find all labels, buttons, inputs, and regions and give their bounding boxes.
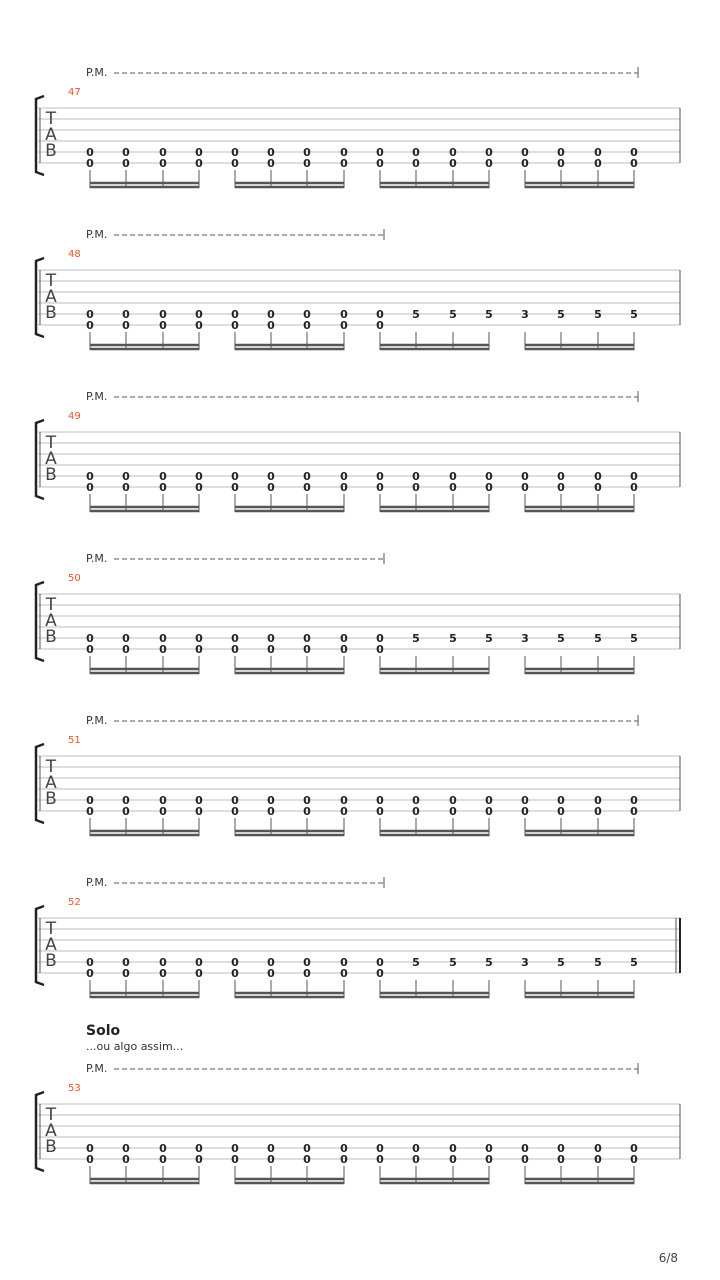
fret-number: 0 xyxy=(86,481,94,494)
fret-number: 0 xyxy=(86,632,94,645)
fret-number: 0 xyxy=(159,794,167,807)
fret-number: 0 xyxy=(557,157,565,170)
fret-number: 0 xyxy=(195,146,203,159)
fret-number: 0 xyxy=(521,481,529,494)
fret-number: 0 xyxy=(449,794,457,807)
fret-number: 0 xyxy=(159,157,167,170)
page-number: 6/8 xyxy=(658,1251,678,1265)
fret-number: 0 xyxy=(594,794,602,807)
tab-clef-letter: A xyxy=(45,449,57,469)
fret-number: 0 xyxy=(231,1142,239,1155)
system-48 xyxy=(36,228,680,350)
fret-number: 5 xyxy=(449,632,457,645)
fret-number: 0 xyxy=(594,146,602,159)
fret-number: 0 xyxy=(521,805,529,818)
fret-number: 0 xyxy=(412,1142,420,1155)
fret-number: 0 xyxy=(303,1142,311,1155)
fret-number: 0 xyxy=(449,1153,457,1166)
fret-number: 5 xyxy=(557,956,565,969)
fret-number: 0 xyxy=(86,146,94,159)
fret-number: 0 xyxy=(303,643,311,656)
fret-number: 0 xyxy=(122,632,130,645)
fret-number: 0 xyxy=(340,470,348,483)
tab-clef-letter: B xyxy=(45,951,57,971)
fret-number: 5 xyxy=(594,632,602,645)
fret-number: 0 xyxy=(449,805,457,818)
fret-number: 0 xyxy=(267,967,275,980)
fret-number: 0 xyxy=(630,470,638,483)
tab-clef-letter: A xyxy=(45,125,57,145)
fret-number: 0 xyxy=(557,146,565,159)
fret-number: 0 xyxy=(86,1142,94,1155)
tab-clef-letter: T xyxy=(45,757,57,777)
fret-number: 0 xyxy=(340,481,348,494)
section-subtitle: ...ou algo assim... xyxy=(86,1040,184,1053)
fret-number: 0 xyxy=(195,1153,203,1166)
fret-number: 0 xyxy=(303,632,311,645)
palm-mute-label: P.M. xyxy=(86,876,108,889)
fret-number: 0 xyxy=(376,794,384,807)
fret-number: 0 xyxy=(521,146,529,159)
fret-number: 0 xyxy=(86,1153,94,1166)
fret-number: 0 xyxy=(231,805,239,818)
fret-number: 0 xyxy=(485,157,493,170)
fret-number: 0 xyxy=(86,319,94,332)
fret-number: 0 xyxy=(449,481,457,494)
fret-number: 0 xyxy=(376,1142,384,1155)
measure-number: 47 xyxy=(68,87,81,98)
fret-number: 0 xyxy=(159,1142,167,1155)
fret-number: 0 xyxy=(231,967,239,980)
palm-mute-label: P.M. xyxy=(86,1062,108,1075)
fret-number: 0 xyxy=(485,794,493,807)
fret-number: 0 xyxy=(231,956,239,969)
fret-number: 5 xyxy=(449,956,457,969)
fret-number: 3 xyxy=(521,632,529,645)
fret-number: 0 xyxy=(557,1142,565,1155)
measure-number: 48 xyxy=(68,249,81,260)
tab-clef-letter: T xyxy=(45,433,57,453)
fret-number: 0 xyxy=(267,308,275,321)
tab-clef-letter: B xyxy=(45,141,57,161)
tab-clef-letter: T xyxy=(45,1105,57,1125)
fret-number: 0 xyxy=(267,956,275,969)
system-53 xyxy=(36,1023,680,1184)
fret-number: 0 xyxy=(195,481,203,494)
fret-number: 0 xyxy=(231,794,239,807)
fret-number: 0 xyxy=(267,805,275,818)
fret-number: 0 xyxy=(594,1153,602,1166)
fret-number: 0 xyxy=(340,794,348,807)
fret-number: 0 xyxy=(303,308,311,321)
fret-number: 0 xyxy=(267,146,275,159)
fret-number: 5 xyxy=(412,308,420,321)
fret-number: 0 xyxy=(376,632,384,645)
fret-number: 0 xyxy=(195,1142,203,1155)
fret-number: 0 xyxy=(630,157,638,170)
fret-number: 0 xyxy=(195,157,203,170)
fret-number: 0 xyxy=(521,470,529,483)
fret-number: 0 xyxy=(376,481,384,494)
system-50 xyxy=(36,552,680,674)
fret-number: 0 xyxy=(630,805,638,818)
tab-clef-letter: T xyxy=(45,595,57,615)
fret-number: 0 xyxy=(376,643,384,656)
fret-number: 0 xyxy=(449,1142,457,1155)
fret-number: 0 xyxy=(412,481,420,494)
fret-number: 5 xyxy=(412,632,420,645)
fret-number: 0 xyxy=(303,146,311,159)
fret-number: 0 xyxy=(485,470,493,483)
fret-number: 0 xyxy=(267,470,275,483)
fret-number: 0 xyxy=(303,967,311,980)
fret-number: 0 xyxy=(340,1153,348,1166)
fret-number: 0 xyxy=(630,146,638,159)
measure-number: 50 xyxy=(68,573,81,584)
fret-number: 0 xyxy=(340,157,348,170)
fret-number: 0 xyxy=(122,146,130,159)
tab-clef-letter: B xyxy=(45,789,57,809)
fret-number: 0 xyxy=(376,308,384,321)
fret-number: 0 xyxy=(195,643,203,656)
fret-number: 0 xyxy=(449,157,457,170)
fret-number: 0 xyxy=(303,319,311,332)
fret-number: 0 xyxy=(159,481,167,494)
measure-number: 53 xyxy=(68,1083,81,1094)
fret-number: 0 xyxy=(159,956,167,969)
fret-number: 0 xyxy=(376,157,384,170)
fret-number: 0 xyxy=(303,470,311,483)
fret-number: 5 xyxy=(485,632,493,645)
fret-number: 0 xyxy=(267,1142,275,1155)
fret-number: 5 xyxy=(630,308,638,321)
fret-number: 0 xyxy=(449,470,457,483)
fret-number: 0 xyxy=(376,319,384,332)
system-47 xyxy=(36,66,680,188)
fret-number: 0 xyxy=(122,805,130,818)
measure-number: 51 xyxy=(68,735,81,746)
fret-number: 0 xyxy=(303,805,311,818)
fret-number: 0 xyxy=(195,632,203,645)
fret-number: 5 xyxy=(630,632,638,645)
fret-number: 0 xyxy=(159,319,167,332)
section-title: Solo xyxy=(86,1023,121,1039)
fret-number: 5 xyxy=(594,956,602,969)
tab-clef-letter: T xyxy=(45,109,57,129)
fret-number: 0 xyxy=(122,643,130,656)
fret-number: 0 xyxy=(557,481,565,494)
fret-number: 0 xyxy=(557,1153,565,1166)
fret-number: 0 xyxy=(122,319,130,332)
fret-number: 0 xyxy=(159,146,167,159)
fret-number: 0 xyxy=(159,1153,167,1166)
tab-clef-letter: B xyxy=(45,1137,57,1157)
fret-number: 0 xyxy=(231,157,239,170)
fret-number: 0 xyxy=(630,1142,638,1155)
tab-clef-letter: A xyxy=(45,935,57,955)
fret-number: 0 xyxy=(557,470,565,483)
fret-number: 0 xyxy=(231,319,239,332)
fret-number: 0 xyxy=(485,146,493,159)
fret-number: 0 xyxy=(195,470,203,483)
fret-number: 0 xyxy=(267,643,275,656)
fret-number: 0 xyxy=(122,1153,130,1166)
fret-number: 0 xyxy=(122,956,130,969)
fret-number: 3 xyxy=(521,308,529,321)
fret-number: 0 xyxy=(159,805,167,818)
fret-number: 0 xyxy=(376,805,384,818)
fret-number: 0 xyxy=(376,967,384,980)
fret-number: 0 xyxy=(267,481,275,494)
fret-number: 0 xyxy=(594,1142,602,1155)
system-52 xyxy=(36,876,680,998)
fret-number: 0 xyxy=(412,470,420,483)
fret-number: 5 xyxy=(412,956,420,969)
fret-number: 0 xyxy=(122,481,130,494)
fret-number: 0 xyxy=(86,643,94,656)
fret-number: 5 xyxy=(594,308,602,321)
fret-number: 0 xyxy=(86,956,94,969)
fret-number: 0 xyxy=(231,632,239,645)
fret-number: 0 xyxy=(231,308,239,321)
tab-clef-letter: A xyxy=(45,1121,57,1141)
fret-number: 0 xyxy=(267,1153,275,1166)
fret-number: 0 xyxy=(340,956,348,969)
fret-number: 0 xyxy=(86,967,94,980)
fret-number: 0 xyxy=(122,1142,130,1155)
measure-number: 49 xyxy=(68,411,81,422)
fret-number: 0 xyxy=(485,481,493,494)
system-49 xyxy=(36,390,680,512)
fret-number: 0 xyxy=(86,157,94,170)
fret-number: 0 xyxy=(122,794,130,807)
fret-number: 0 xyxy=(376,956,384,969)
fret-number: 0 xyxy=(630,794,638,807)
fret-number: 0 xyxy=(485,1153,493,1166)
fret-number: 0 xyxy=(303,794,311,807)
fret-number: 0 xyxy=(195,956,203,969)
fret-number: 0 xyxy=(86,805,94,818)
fret-number: 0 xyxy=(521,1153,529,1166)
fret-number: 0 xyxy=(412,146,420,159)
fret-number: 5 xyxy=(485,308,493,321)
fret-number: 0 xyxy=(231,146,239,159)
fret-number: 0 xyxy=(159,967,167,980)
fret-number: 0 xyxy=(376,146,384,159)
measure-number: 52 xyxy=(68,897,81,908)
palm-mute-label: P.M. xyxy=(86,714,108,727)
tab-clef-letter: A xyxy=(45,773,57,793)
fret-number: 0 xyxy=(267,319,275,332)
fret-number: 0 xyxy=(340,1142,348,1155)
fret-number: 0 xyxy=(594,805,602,818)
tab-clef-letter: A xyxy=(45,287,57,307)
palm-mute-label: P.M. xyxy=(86,552,108,565)
fret-number: 0 xyxy=(267,794,275,807)
fret-number: 0 xyxy=(159,308,167,321)
fret-number: 5 xyxy=(485,956,493,969)
palm-mute-label: P.M. xyxy=(86,390,108,403)
fret-number: 0 xyxy=(303,157,311,170)
fret-number: 0 xyxy=(630,1153,638,1166)
fret-number: 0 xyxy=(557,805,565,818)
fret-number: 5 xyxy=(557,308,565,321)
fret-number: 0 xyxy=(340,319,348,332)
fret-number: 3 xyxy=(521,956,529,969)
fret-number: 0 xyxy=(195,319,203,332)
tab-clef-letter: B xyxy=(45,627,57,647)
fret-number: 0 xyxy=(340,805,348,818)
fret-number: 0 xyxy=(340,967,348,980)
fret-number: 0 xyxy=(122,308,130,321)
fret-number: 0 xyxy=(340,632,348,645)
fret-number: 0 xyxy=(594,157,602,170)
fret-number: 0 xyxy=(340,643,348,656)
fret-number: 5 xyxy=(630,956,638,969)
fret-number: 0 xyxy=(412,794,420,807)
fret-number: 0 xyxy=(86,794,94,807)
fret-number: 0 xyxy=(195,805,203,818)
fret-number: 0 xyxy=(521,157,529,170)
tab-clef-letter: T xyxy=(45,271,57,291)
fret-number: 0 xyxy=(557,794,565,807)
fret-number: 0 xyxy=(86,308,94,321)
fret-number: 0 xyxy=(412,157,420,170)
fret-number: 5 xyxy=(449,308,457,321)
fret-number: 0 xyxy=(485,1142,493,1155)
fret-number: 0 xyxy=(195,967,203,980)
tab-clef-letter: A xyxy=(45,611,57,631)
fret-number: 0 xyxy=(231,1153,239,1166)
fret-number: 0 xyxy=(267,157,275,170)
fret-number: 0 xyxy=(231,481,239,494)
fret-number: 0 xyxy=(340,308,348,321)
fret-number: 0 xyxy=(159,632,167,645)
fret-number: 0 xyxy=(231,643,239,656)
fret-number: 0 xyxy=(195,794,203,807)
fret-number: 0 xyxy=(303,481,311,494)
fret-number: 0 xyxy=(412,1153,420,1166)
fret-number: 0 xyxy=(231,470,239,483)
fret-number: 0 xyxy=(159,643,167,656)
fret-number: 0 xyxy=(303,1153,311,1166)
fret-number: 0 xyxy=(159,470,167,483)
tab-clef-letter: T xyxy=(45,919,57,939)
system-51 xyxy=(36,714,680,836)
fret-number: 0 xyxy=(303,956,311,969)
fret-number: 5 xyxy=(557,632,565,645)
fret-number: 0 xyxy=(594,481,602,494)
fret-number: 0 xyxy=(594,470,602,483)
fret-number: 0 xyxy=(449,146,457,159)
fret-number: 0 xyxy=(376,1153,384,1166)
fret-number: 0 xyxy=(267,632,275,645)
tab-clef-letter: B xyxy=(45,465,57,485)
palm-mute-label: P.M. xyxy=(86,66,108,79)
fret-number: 0 xyxy=(195,308,203,321)
fret-number: 0 xyxy=(485,805,493,818)
palm-mute-label: P.M. xyxy=(86,228,108,241)
fret-number: 0 xyxy=(521,794,529,807)
fret-number: 0 xyxy=(376,470,384,483)
fret-number: 0 xyxy=(122,470,130,483)
fret-number: 0 xyxy=(412,805,420,818)
fret-number: 0 xyxy=(630,481,638,494)
fret-number: 0 xyxy=(340,146,348,159)
fret-number: 0 xyxy=(122,967,130,980)
tab-clef-letter: B xyxy=(45,303,57,323)
fret-number: 0 xyxy=(86,470,94,483)
fret-number: 0 xyxy=(521,1142,529,1155)
fret-number: 0 xyxy=(122,157,130,170)
